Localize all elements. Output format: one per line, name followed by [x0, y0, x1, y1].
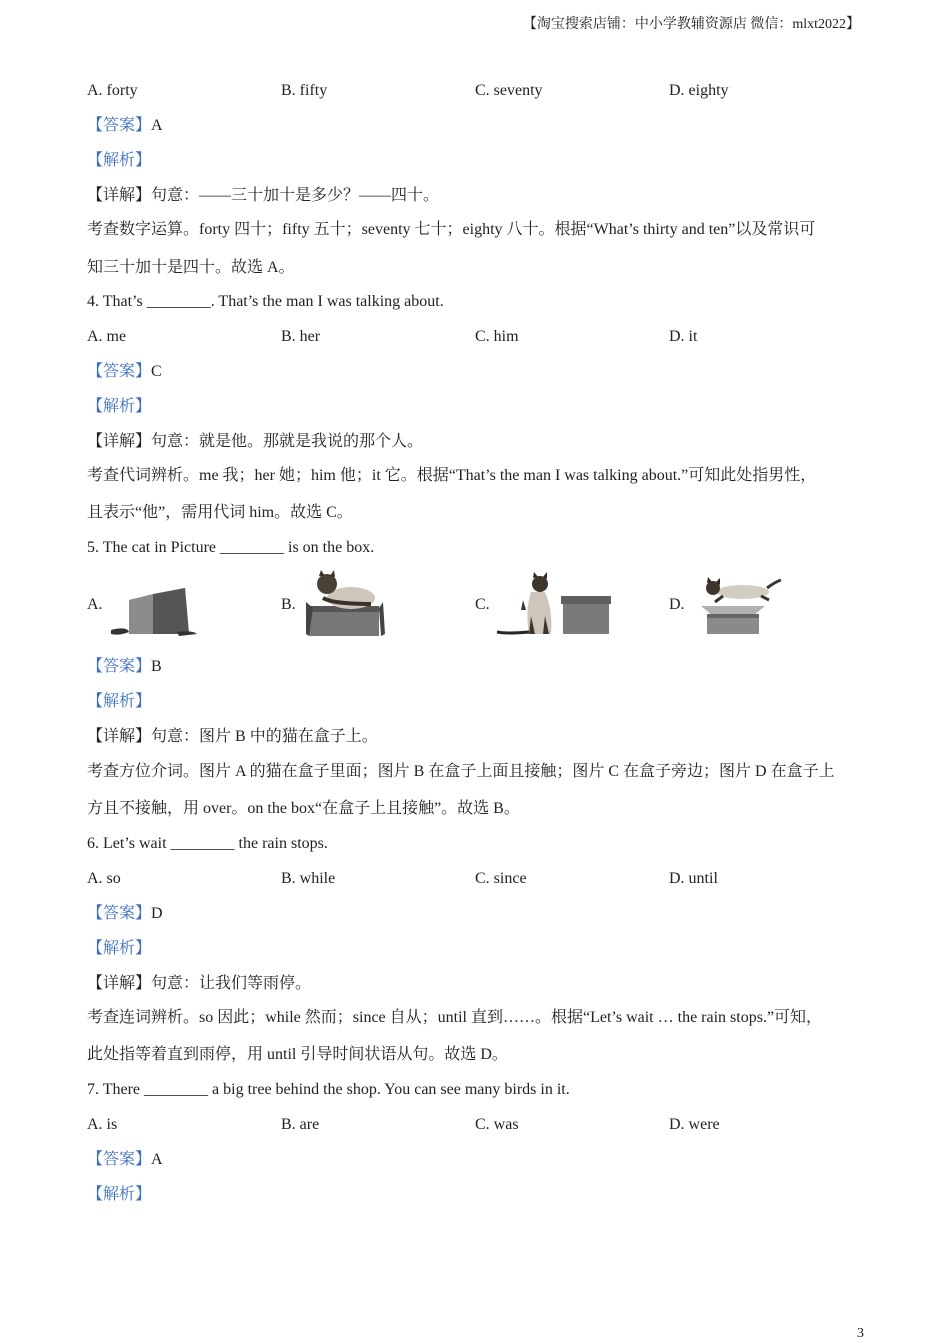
- q4-option-d: D. it: [669, 328, 698, 345]
- q7-option-b: B. are: [281, 1116, 320, 1133]
- q5-analysis-label: 【解析】: [87, 693, 152, 710]
- q6-option-b: B. while: [281, 870, 336, 887]
- q6-analysis-label: 【解析】: [87, 940, 152, 957]
- q6-explain-2: 此处指等着直到雨停，用 until 引导时间状语从句。故选 D。: [87, 1046, 508, 1063]
- q7-analysis-label: 【解析】: [87, 1186, 152, 1203]
- q5-option-c: C.: [475, 570, 669, 642]
- q4-detail: 【详解】句意：就是他。那就是我说的那个人。: [87, 433, 424, 450]
- q3-option-c: C. seventy: [475, 82, 543, 99]
- q5-option-a: A.: [87, 570, 281, 642]
- q3-options: [87, 80, 877, 102]
- q4-analysis-label: 【解析】: [87, 398, 152, 415]
- q5-option-b: B.: [281, 570, 475, 642]
- cat-on-box-picture: [303, 570, 388, 640]
- q6-detail: 【详解】句意：让我们等雨停。: [87, 975, 312, 992]
- q5-stem: 5. The cat in Picture ________ is on the box.: [87, 539, 375, 556]
- q5-picture-options: [87, 570, 877, 642]
- q6-option-d: D. until: [669, 870, 718, 887]
- q3-option-d: D. eighty: [669, 82, 729, 99]
- page-number: 3: [857, 1326, 864, 1341]
- q4-option-c: C. him: [475, 328, 519, 345]
- q7-answer: 【答案】A: [87, 1151, 163, 1168]
- q6-answer: 【答案】D: [87, 905, 163, 922]
- q5-option-d: D.: [669, 570, 877, 642]
- q6-option-a: A. so: [87, 870, 121, 887]
- q7-options: [87, 1114, 877, 1136]
- q4-stem: 4. That’s ________. That’s the man I was talking about.: [87, 293, 444, 310]
- q3-explain-2: 知三十加十是四十。故选 A。: [87, 259, 295, 276]
- q5-answer: 【答案】B: [87, 658, 162, 675]
- q3-answer: 【答案】A: [87, 117, 163, 134]
- q6-option-c: C. since: [475, 870, 527, 887]
- q7-option-d: D. were: [669, 1116, 720, 1133]
- cat-over-box-picture: [693, 570, 783, 640]
- q6-explain-1: 考查连词辨析。so 因此；while 然而；since 自从；until 直到……。根据“Let’s wait … the rain stops.”可知，: [87, 1009, 823, 1026]
- q5-explain-1: 考查方位介词。图片 A 的猫在盒子里面；图片 B 在盒子上面且接触；图片 C 在盒子旁边；图片 D 在盒子上: [87, 763, 835, 780]
- q5-explain-2: 方且不接触，用 over。on the box“在盒子上且接触”。故选 B。: [87, 800, 520, 817]
- q4-option-a: A. me: [87, 328, 127, 345]
- q3-detail: 【详解】句意：——三十加十是多少？——四十。: [87, 187, 440, 204]
- q3-explain-1: 考查数字运算。forty 四十；fifty 五十；seventy 七十；eighty 八十。根据“What’s thirty and ten”以及常识可: [87, 221, 816, 238]
- q4-explain-1: 考查代词辨析。me 我；her 她；him 他；it 它。根据“That’s the man I was talking about.”可知此处指男性，: [87, 467, 817, 484]
- q7-option-a: A. is: [87, 1116, 118, 1133]
- cat-beside-box-picture: [493, 570, 618, 640]
- q6-options: [87, 868, 877, 890]
- q3-option-b: B. fifty: [281, 82, 328, 99]
- q4-options: [87, 326, 877, 348]
- q3-option-a: A. forty: [87, 82, 138, 99]
- q4-option-b: B. her: [281, 328, 321, 345]
- q6-stem: 6. Let’s wait ________ the rain stops.: [87, 835, 328, 852]
- q4-answer: 【答案】C: [87, 363, 162, 380]
- q5-detail: 【详解】句意：图片 B 中的猫在盒子上。: [87, 728, 378, 745]
- cat-in-box-picture: [107, 570, 202, 640]
- q7-stem: 7. There ________ a big tree behind the shop. You can see many birds in it.: [87, 1081, 570, 1098]
- q4-explain-2: 且表示“他”，需用代词 him。故选 C。: [87, 504, 353, 521]
- page-header: 【淘宝搜索店铺：中小学教辅资源店 微信：mlxt2022】: [522, 17, 860, 32]
- q7-option-c: C. was: [475, 1116, 519, 1133]
- q3-analysis-label: 【解析】: [87, 152, 152, 169]
